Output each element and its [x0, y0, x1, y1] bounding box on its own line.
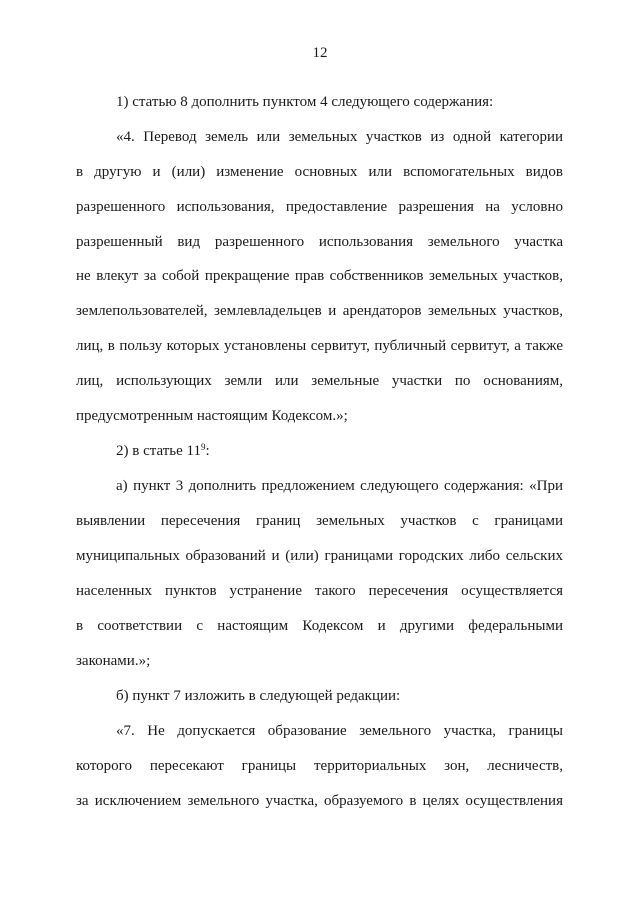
text-line: не влекут за собой прекращение прав собственников земельных участков,: [76, 268, 563, 284]
article-superscript: 9: [201, 442, 206, 452]
article-heading-suffix: :: [205, 443, 210, 459]
text-line: «7. Не допускается образование земельного участка, границы: [116, 723, 563, 739]
text-line: населенных пунктов устранение такого пересечения осуществляется: [76, 583, 563, 599]
text-line: а) пункт 3 дополнить предложением следующего содержания: «При: [116, 478, 563, 494]
text-line: за исключением земельного участка, образуемого в целях осуществления: [76, 793, 563, 809]
text-line: лиц, использующих земли или земельные участки по основаниям,: [76, 373, 563, 389]
text-line: муниципальных образований и (или) границами городских либо сельских: [76, 548, 563, 564]
text-line: разрешенный вид разрешенного использования земельного участка: [76, 234, 563, 250]
text-line: «4. Перевод земель или земельных участков из одной категории: [116, 129, 563, 145]
text-line: выявлении пересечения границ земельных участков с границами: [76, 513, 563, 529]
text-line: в соответствии с настоящим Кодексом и другими федеральными: [76, 618, 563, 634]
text-line: лиц, в пользу которых установлены сервитут, публичный сервитут, а также: [76, 338, 563, 354]
text-line: б) пункт 7 изложить в следующей редакции:: [116, 688, 401, 704]
text-line: законами.»;: [76, 653, 151, 669]
article-heading: [116, 441, 563, 461]
text-line: которого пересекают границы территориальных зон, лесничеств,: [76, 758, 563, 774]
text-line: землепользователей, землевладельцев и арендаторов земельных участков,: [76, 303, 563, 319]
text-line: предусмотренным настоящим Кодексом.»;: [76, 408, 348, 424]
text-line: 1) статью 8 дополнить пунктом 4 следующего содержания:: [116, 94, 494, 110]
text-line: разрешенного использования, предоставление разрешения на условно: [76, 199, 563, 215]
page-number: 12: [312, 45, 328, 61]
article-heading-text: 2) в статье 11: [116, 443, 201, 459]
text-line: в другую и (или) изменение основных или вспомогательных видов: [76, 164, 563, 180]
